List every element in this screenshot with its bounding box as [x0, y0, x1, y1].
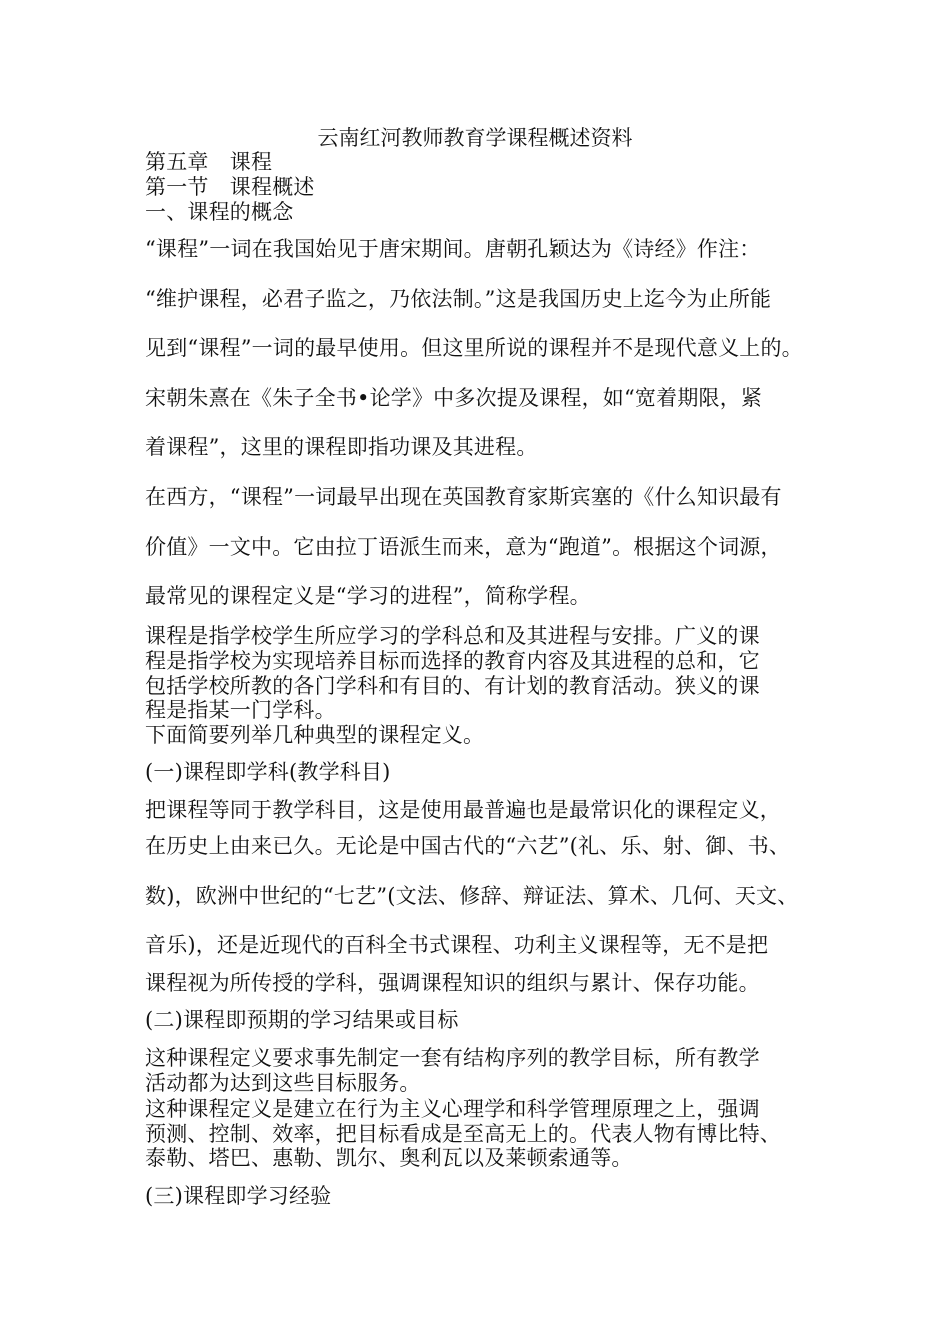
paragraph-line: 在西方，“课程”一词最早出现在英国教育家斯宾塞的《什么知识最有	[145, 485, 782, 509]
paragraph-line: 价值》一文中。它由拉丁语派生而来，意为“跑道”。根据这个词源，	[145, 535, 782, 559]
paragraph-line: 程是指某一门学科。	[145, 698, 336, 722]
paragraph-line: 在历史上由来已久。无论是中国古代的“六艺”(礼、乐、射、御、书、	[145, 834, 791, 858]
paragraph-line: 包括学校所教的各门学科和有目的、有计划的教育活动。狭义的课	[145, 674, 760, 698]
subheading-objectives: (二)课程即预期的学习结果或目标	[145, 1008, 459, 1032]
subheading-subject: (一)课程即学科(教学科目)	[145, 760, 391, 784]
paragraph-line: “课程”一词在我国始见于唐宋期间。唐朝孔颖达为《诗经》作注：	[145, 237, 761, 261]
paragraph-line: 把课程等同于教学科目，这是使用最普遍也是最常识化的课程定义，	[145, 798, 781, 822]
paragraph-line: 最常见的课程定义是“学习的进程”，简称学程。	[145, 584, 591, 608]
paragraph-line: 音乐)，还是近现代的百科全书式课程、功利主义课程等，无不是把	[145, 933, 769, 957]
paragraph-line: 课程视为所传授的学科，强调课程知识的组织与累计、保存功能。	[145, 971, 760, 995]
paragraph-line: 程是指学校为实现培养目标而选择的教育内容及其进程的总和，它	[145, 649, 760, 673]
subsection-heading: 一、课程的概念	[145, 200, 294, 224]
paragraph-line: “维护课程，必君子监之，乃依法制。”这是我国历史上迄今为止所能	[145, 287, 772, 311]
paragraph-line: 这种课程定义是建立在行为主义心理学和科学管理原理之上，强调	[145, 1097, 760, 1121]
section-heading: 第一节 课程概述	[145, 175, 315, 199]
paragraph-line: 宋朝朱熹在《朱子全书•论学》中多次提及课程，如“宽着期限，紧	[145, 386, 763, 410]
paragraph-line: 课程是指学校学生所应学习的学科总和及其进程与安排。广义的课	[145, 624, 760, 648]
paragraph-line: 泰勒、塔巴、惠勒、凯尔、奥利瓦以及莱顿索通等。	[145, 1146, 633, 1170]
paragraph-line: 预测、控制、效率，把目标看成是至高无上的。代表人物有博比特、	[145, 1122, 781, 1146]
paragraph-line: 下面简要列举几种典型的课程定义。	[145, 723, 485, 747]
subheading-experience: (三)课程即学习经验	[145, 1184, 332, 1208]
paragraph-line: 见到“课程”一词的最早使用。但这里所说的课程并不是现代意义上的。	[145, 336, 803, 360]
paragraph-line: 数)，欧洲中世纪的“七艺”(文法、修辞、辩证法、算术、几何、天文、	[145, 884, 799, 908]
paragraph-line: 着课程”，这里的课程即指功课及其进程。	[145, 435, 538, 459]
chapter-heading: 第五章 课程	[145, 150, 273, 174]
paragraph-line: 活动都为达到这些目标服务。	[145, 1071, 421, 1095]
document-title: 云南红河教师教育学课程概述资料	[317, 126, 633, 150]
paragraph-line: 这种课程定义要求事先制定一套有结构序列的教学目标，所有教学	[145, 1046, 760, 1070]
